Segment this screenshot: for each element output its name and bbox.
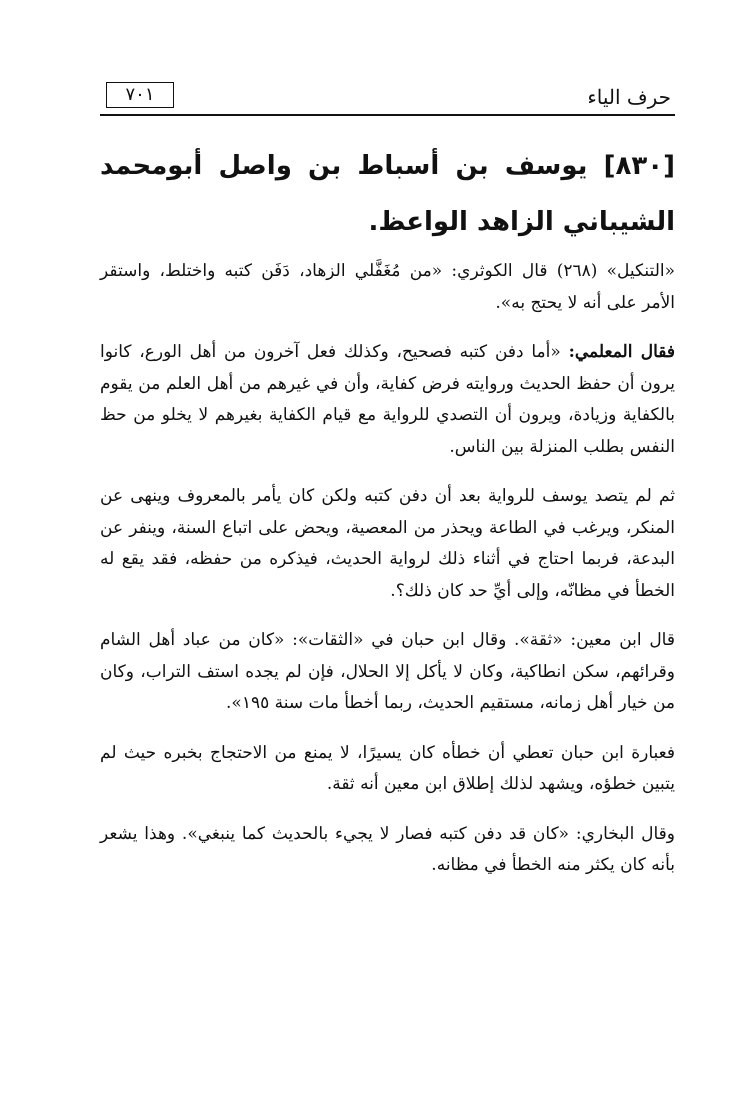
header-divider bbox=[100, 114, 675, 116]
paragraph-text: ثم لم يتصد يوسف للرواية بعد أن دفن كتبه ولكن كان يأمر بالمعروف وينهى عن المنكر، ويرغب في الطاعة ويحذر من المعصية، ويحض على اتباع السنة، وينفر عن البدعة، فربما احتاج في أثناء ذلك لرواية الحديث، فيذكره من حفظه، فقد يقع له الخطأ في مظانّه، وإلى أيِّ حد كان ذلك؟. bbox=[100, 486, 675, 601]
paragraph-text: قال ابن معين: «ثقة». وقال ابن حبان في «الثقات»: «كان من عباد أهل الشام وقرائهم، سكن انطاكية، وكان لا يأكل إلا الحلال، فإن لم يجده استف التراب، وكان من خيار أهل زمانه، مستقيم الحديث، ربما أخطأ مات سنة ١٩٥». bbox=[100, 630, 675, 713]
paragraph-6 bbox=[100, 819, 675, 882]
paragraph-4 bbox=[100, 625, 675, 720]
entry-heading: [٨٣٠] يوسف بن أسباط بن واصل أبومحمد الشيباني الزاهد الواعظ. bbox=[100, 151, 675, 237]
paragraph-2 bbox=[100, 337, 675, 463]
paragraph-text: وقال البخاري: «كان قد دفن كتبه فصار لا يجيء بالحديث كما ينبغي». وهذا يشعر بأنه كان يكثر منه الخطأ في مظانه. bbox=[100, 823, 675, 875]
paragraph-text: فعبارة ابن حبان تعطي أن خطأه كان يسيرًا، لا يمنع من الاحتجاج بخبره حيث لم يتبين خطؤه، ويشهد لذلك إطلاق ابن معين أنه ثقة. bbox=[100, 742, 675, 794]
paragraph-text: «أما دفن كتبه فصحيح، وكذلك فعل آخرون من أهل الورع، كانوا يرون أن حفظ الحديث وروايته فرض كفاية، وأن في غيرهم من أهل العلم من يقوم بالكفاية وزيادة، ويرون أن التصدي للرواية مع قيام الكفاية بغيرهم لا يخلو من حظ النفس بطلب المنزلة بين الناس. bbox=[100, 342, 675, 457]
paragraph-5 bbox=[100, 738, 675, 801]
paragraph-3 bbox=[100, 481, 675, 607]
chapter-title: حرف الياء bbox=[587, 85, 671, 109]
paragraph-1 bbox=[100, 256, 675, 319]
page-header bbox=[100, 82, 675, 112]
page-body bbox=[100, 138, 675, 900]
paragraph-text: «التنكيل» (٢٦٨) قال الكوثري: «من مُغَفَّلي الزهاد، دَفَن كتبه واختلط، واستقر الأمر على أنه لا يحتج به». bbox=[100, 261, 675, 313]
paragraph-lead: فقال المعلمي: bbox=[568, 342, 675, 362]
page-number: ٧٠١ bbox=[106, 82, 174, 108]
